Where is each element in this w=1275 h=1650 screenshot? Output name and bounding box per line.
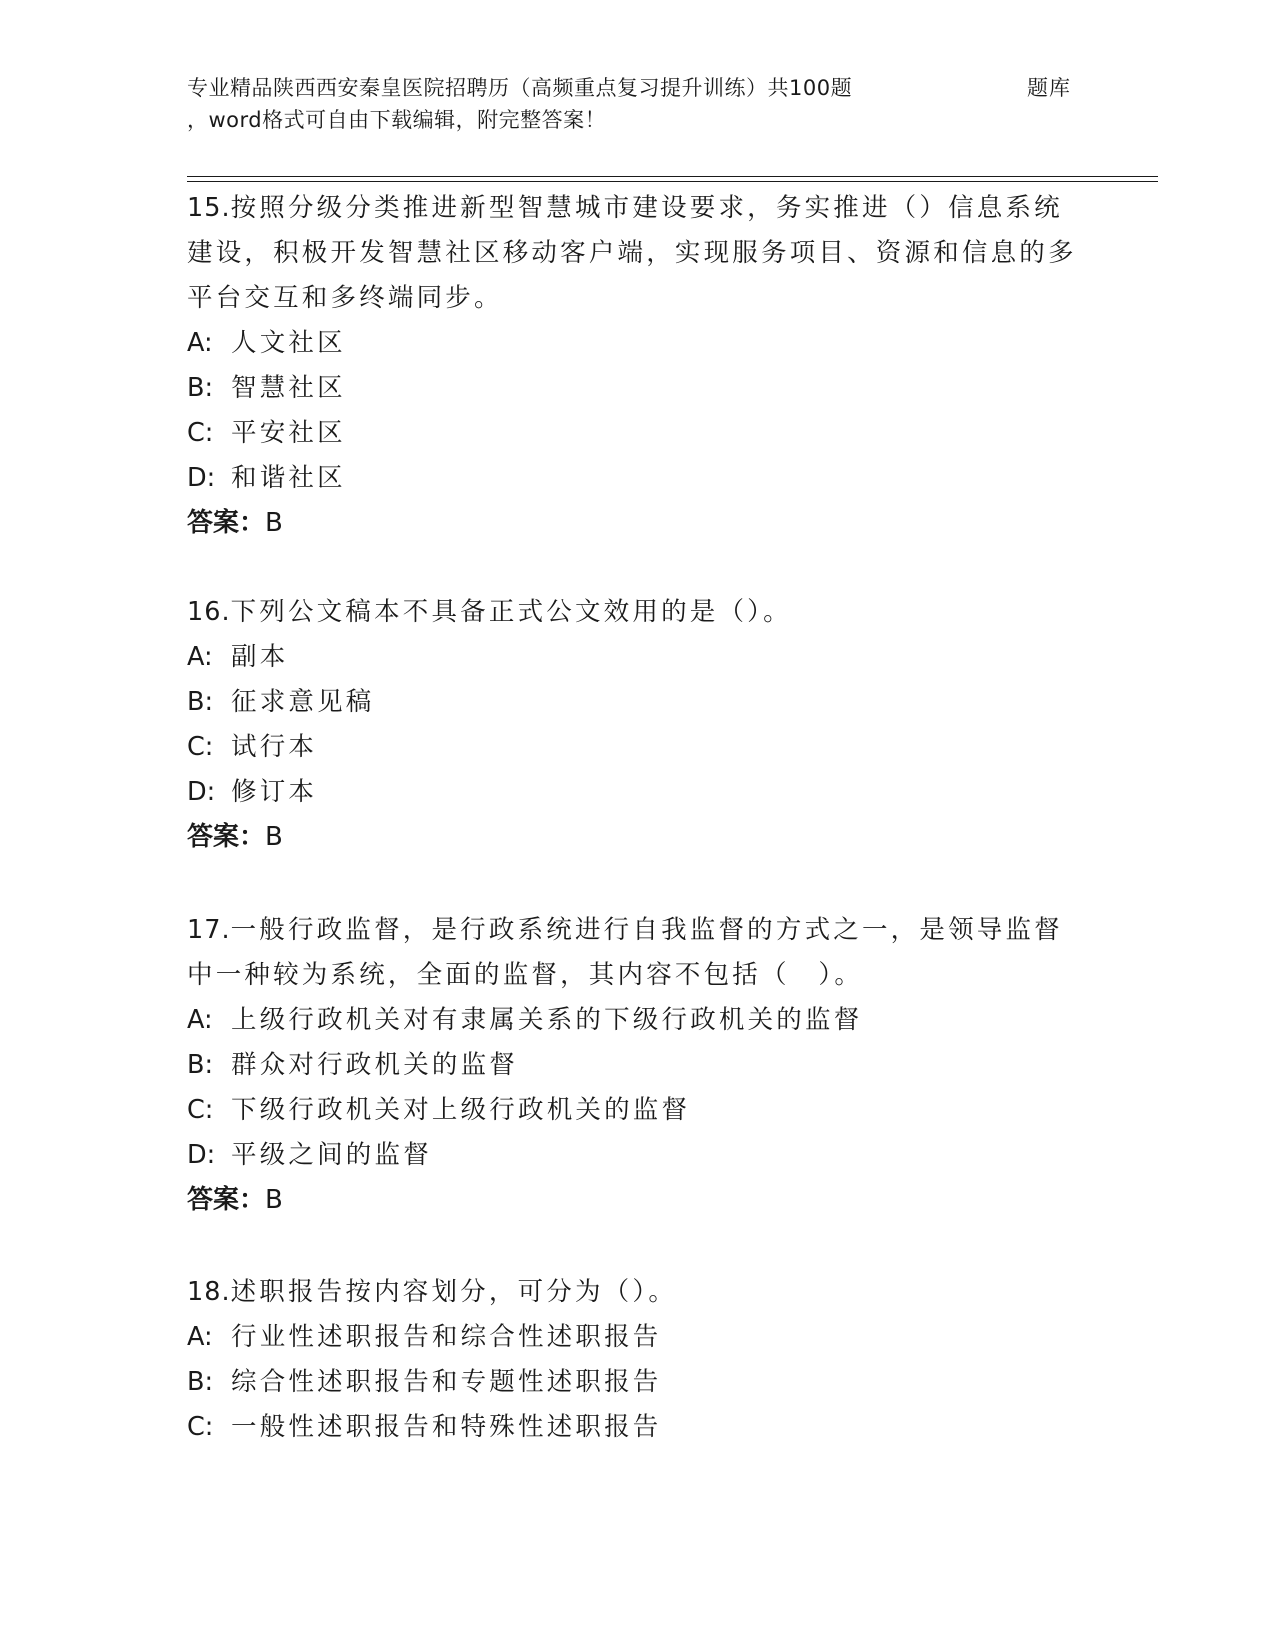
header-title-line-2: ，word格式可自由下载编辑，附完整答案！: [187, 108, 607, 132]
question-text: 下列公文稿本不具备正式公文效用的是（）。: [230, 597, 792, 627]
question-stem: [187, 908, 1087, 998]
question-number: 15.: [187, 193, 231, 223]
option-c: [187, 411, 1087, 456]
answer-value: B: [265, 1185, 283, 1215]
option-key: D:: [187, 463, 216, 493]
answer-label: 答案：: [187, 508, 266, 538]
option-text: 一般性述职报告和特殊性述职报告: [231, 1412, 662, 1442]
option-key: B:: [187, 1050, 214, 1080]
header-tag: 题库: [1027, 76, 1071, 100]
question-stem: [187, 590, 1087, 635]
option-text: 上级行政机关对有隶属关系的下级行政机关的监督: [231, 1005, 863, 1035]
option-text: 人文社区: [231, 328, 346, 358]
answer-label: 答案：: [187, 822, 266, 852]
answer-value: B: [265, 822, 283, 852]
option-text: 副本: [231, 642, 289, 672]
option-key: D:: [187, 777, 216, 807]
option-a: [187, 1315, 1087, 1360]
option-text: 智慧社区: [231, 373, 346, 403]
option-c: [187, 1088, 1087, 1133]
option-text: 和谐社区: [231, 463, 346, 493]
option-a: [187, 998, 1087, 1043]
question-text: 一般行政监督，是行政系统进行自我监督的方式之一，是领导监督中一种较为系统，全面的监督，其内容不包括（ ）。: [187, 915, 1063, 990]
option-key: D:: [187, 1140, 216, 1170]
option-key: C:: [187, 418, 214, 448]
option-key: B:: [187, 687, 214, 717]
option-text: 行业性述职报告和综合性述职报告: [231, 1322, 662, 1352]
option-b: [187, 1360, 1087, 1405]
question-text: 述职报告按内容划分，可分为（）。: [230, 1277, 678, 1307]
question-number: 16.: [187, 597, 231, 627]
question-stem: [187, 186, 1087, 321]
option-key: B:: [187, 1367, 214, 1397]
answer: [187, 815, 1087, 860]
question-18: [187, 1270, 1087, 1450]
question-stem: [187, 1270, 1087, 1315]
option-key: A:: [187, 328, 213, 358]
question-number: 18.: [187, 1277, 231, 1307]
question-15: [187, 186, 1087, 546]
question-17: [187, 908, 1087, 1223]
option-a: [187, 321, 1087, 366]
option-text: 综合性述职报告和专题性述职报告: [231, 1367, 662, 1397]
option-key: C:: [187, 1095, 214, 1125]
header-title-line-1: 专业精品陕西西安秦皇医院招聘历（高频重点复习提升训练）共100题: [187, 76, 853, 100]
option-key: B:: [187, 373, 214, 403]
header-rule-bottom: [187, 181, 1158, 182]
option-b: [187, 366, 1087, 411]
option-a: [187, 635, 1087, 680]
option-text: 群众对行政机关的监督: [231, 1050, 519, 1080]
option-key: C:: [187, 732, 214, 762]
answer: [187, 501, 1087, 546]
page-header: [187, 72, 1087, 142]
option-text: 下级行政机关对上级行政机关的监督: [231, 1095, 691, 1125]
option-d: [187, 456, 1087, 501]
option-d: [187, 1133, 1087, 1178]
question-text: 按照分级分类推进新型智慧城市建设要求，务实推进（）信息系统建设，积极开发智慧社区移动客户端，实现服务项目、资源和信息的多平台交互和多终端同步。: [187, 193, 1077, 313]
answer-value: B: [265, 508, 283, 538]
option-key: A:: [187, 1005, 213, 1035]
option-d: [187, 770, 1087, 815]
answer: [187, 1178, 1087, 1223]
option-c: [187, 725, 1087, 770]
option-text: 平级之间的监督: [231, 1140, 432, 1170]
option-c: [187, 1405, 1087, 1450]
option-text: 平安社区: [231, 418, 346, 448]
option-text: 征求意见稿: [231, 687, 375, 717]
header-rule-top: [187, 176, 1158, 177]
option-text: 试行本: [231, 732, 318, 762]
option-key: A:: [187, 1322, 213, 1352]
option-b: [187, 1043, 1087, 1088]
option-text: 修订本: [231, 777, 318, 807]
question-16: [187, 590, 1087, 860]
option-key: A:: [187, 642, 213, 672]
option-key: C:: [187, 1412, 214, 1442]
answer-label: 答案：: [187, 1185, 266, 1215]
question-number: 17.: [187, 915, 231, 945]
option-b: [187, 680, 1087, 725]
